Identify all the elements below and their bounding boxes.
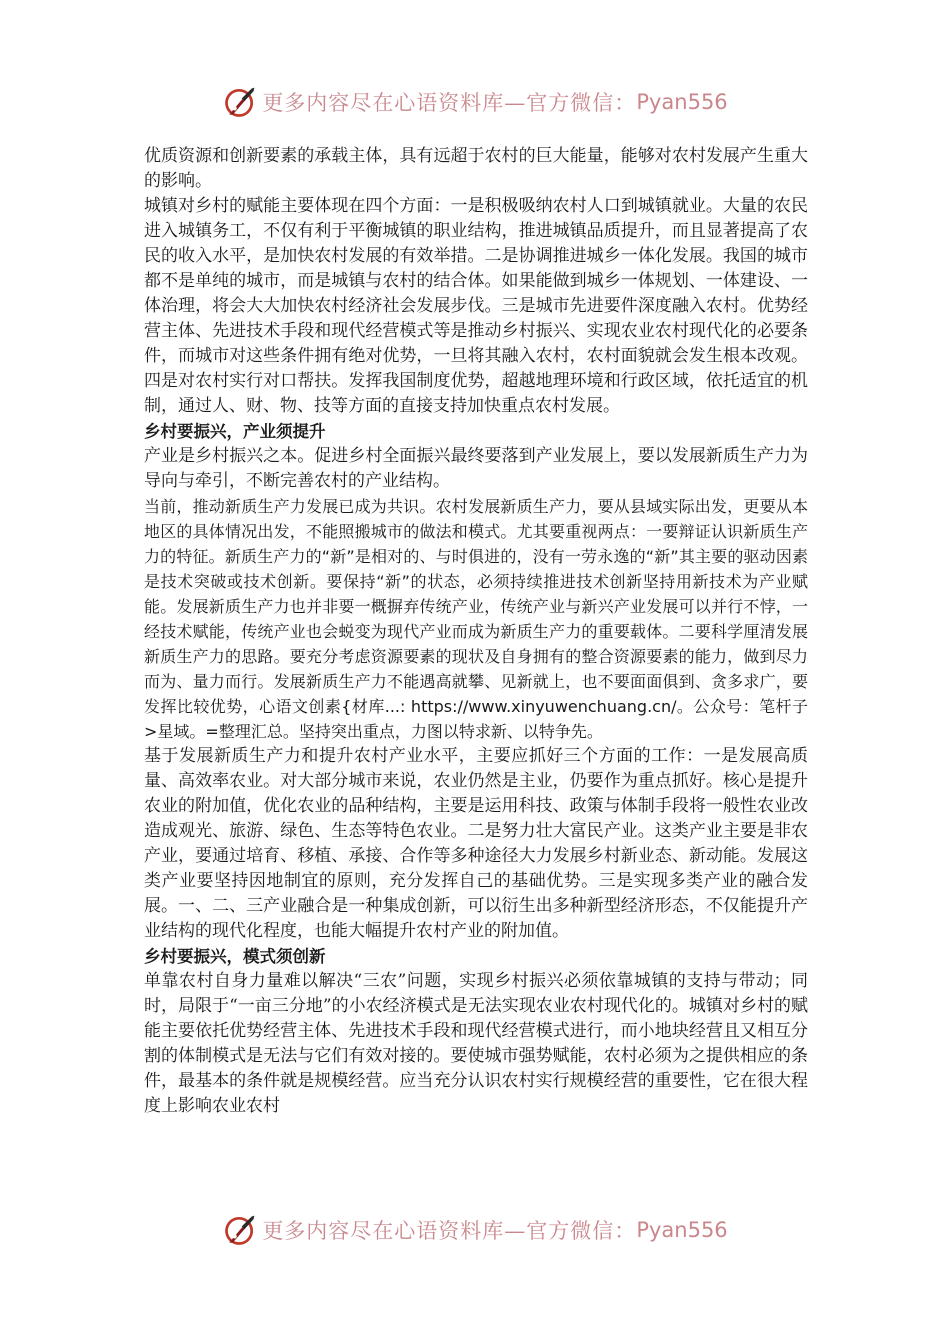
- paragraph: 城镇对乡村的赋能主要体现在四个方面：一是积极吸纳农村人口到城镇就业。大量的农民进入城镇务工，不仅有利于平衡城镇的职业结构，推进城镇品质提升，而且显著提高了农民的收入水平，是加快农村发展的有效举措。二是协调推进城乡一体化发展。我国的城市都不是单纯的城市，而是城镇与农村的结合体。如果能做到城乡一体规划、一体建设、一体治理，将会大大加快农村经济社会发展步伐。三是城市先进要件深度融入农村。优势经营主体、先进技术手段和现代经营模式等是推动乡村振兴、实现农业农村现代化的必要条件，而城市对这些条件拥有绝对优势，一旦将其融入农村，农村面貌就会发生根本改观。四是对农村实行对口帮扶。发挥我国制度优势，超越地理环境和行政区域，依托适宜的机制，通过人、财、物、技等方面的直接支持加快重点农村发展。: [144, 196, 808, 416]
- section-heading: 乡村要振兴，模式须创新: [144, 947, 326, 966]
- paragraph: 优质资源和创新要素的承载主体，具有远超于农村的巨大能量，能够对农村发展产生重大的影响。: [144, 146, 808, 191]
- paragraph: 当前，推动新质生产力发展已成为共识。农村发展新质生产力，要从县域实际出发，更要从本地区的具体情况出发，不能照搬城市的做法和模式。尤其要重视两点：一要辩证认识新质生产力的特征。新质生产力的“新”是相对的、与时俱进的，没有一劳永逸的“新”其主要的驱动因素是技术突破或技术创新。要保持“新”的状态，必须持续推进技术创新坚持用新技术为产业赋能。发展新质生产力也并非要一概摒弃传统产业，传统产业与新兴产业发展可以并行不悖，一经技术赋能，传统产业也会蜕变为现代产业而成为新质生产力的重要载体。二要科学厘清发展新质生产力的思路。要充分考虑资源要素的现状及自身拥有的整合资源要素的能力，做到尽力而为、量力而行。发展新质生产力不能遇高就攀、见新就上，也不要面面俱到、贪多求广，要发挥比较优势，心语文创素{材库...: https://www.xinyuwenchuang.cn/。公众号：笔杆子>星域。=整理汇总。坚持突出重点，力图以特求新、以特争先。: [144, 497, 808, 741]
- quill-pen-logo-icon: [222, 84, 258, 120]
- watermark-wechat-id: Pyan556: [636, 1218, 728, 1242]
- section-heading: 乡村要振兴，产业须提升: [144, 422, 326, 441]
- watermark-text: 更多内容尽在心语资料库—官方微信：: [262, 1219, 637, 1243]
- watermark-wechat-id: Pyan556: [636, 90, 728, 114]
- article-body: [144, 144, 808, 1119]
- header-watermark: [0, 80, 950, 124]
- footer-watermark: [0, 1208, 950, 1252]
- paragraph: 基于发展新质生产力和提升农村产业水平，主要应抓好三个方面的工作：一是发展高质量、高效率农业。对大部分城市来说，农业仍然是主业，仍要作为重点抓好。核心是提升农业的附加值，优化农业的品种结构，主要是运用科技、政策与体制手段将一般性农业改造成观光、旅游、绿色、生态等特色农业。二是努力壮大富民产业。这类产业主要是非农产业，要通过培育、移植、承接、合作等多种途径大力发展乡村新业态、新动能。发展这类产业要坚持因地制宜的原则，充分发挥自己的基础优势。三是实现多类产业的融合发展。一、二、三产业融合是一种集成创新，可以衍生出多种新型经济形态，不仅能提升产业结构的现代化程度，也能大幅提升农村产业的附加值。: [144, 746, 808, 941]
- quill-pen-logo-icon: [222, 1212, 258, 1248]
- paragraph: 单靠农村自身力量难以解决“三农”问题，实现乡村振兴必须依靠城镇的支持与带动；同时，局限于“一亩三分地”的小农经济模式是无法实现农业农村现代化的。城镇对乡村的赋能主要依托优势经营主体、先进技术手段和现代经营模式进行，而小地块经营且又相互分割的体制模式是无法与它们有效对接的。要使城市强势赋能，农村必须为之提供相应的条件，最基本的条件就是规模经营。应当充分认识农村实行规模经营的重要性，它在很大程度上影响农业农村: [144, 971, 808, 1116]
- watermark-text: 更多内容尽在心语资料库—官方微信：: [262, 91, 637, 115]
- paragraph: 产业是乡村振兴之本。促进乡村全面振兴最终要落到产业发展上，要以发展新质生产力为导向与牵引，不断完善农村的产业结构。: [144, 446, 808, 491]
